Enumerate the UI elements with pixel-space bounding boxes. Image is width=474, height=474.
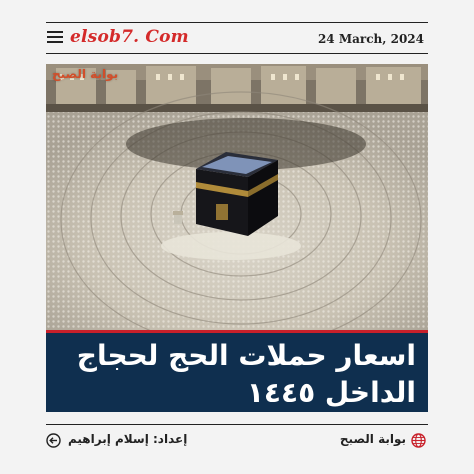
headline-text: اسعار حملات الحج لحجاج الداخل ١٤٤٥	[76, 339, 416, 409]
source-name: بوابة الصبح	[339, 432, 406, 446]
arrow-left-circle-icon[interactable]	[46, 433, 61, 448]
author-credit: إعداد: إسلام إبراهيم	[68, 432, 188, 446]
headline-banner	[46, 330, 428, 412]
footer-divider	[46, 424, 428, 425]
post-date: 24 March, 2024	[317, 32, 424, 46]
menu-icon[interactable]	[47, 31, 63, 43]
watermark-logo: بوابة الصبح	[52, 67, 119, 81]
header-divider	[46, 53, 428, 54]
kaaba-photo	[46, 64, 428, 330]
top-divider	[46, 22, 428, 23]
brand-title: elsob7. Com	[70, 27, 189, 47]
globe-icon	[411, 433, 426, 448]
